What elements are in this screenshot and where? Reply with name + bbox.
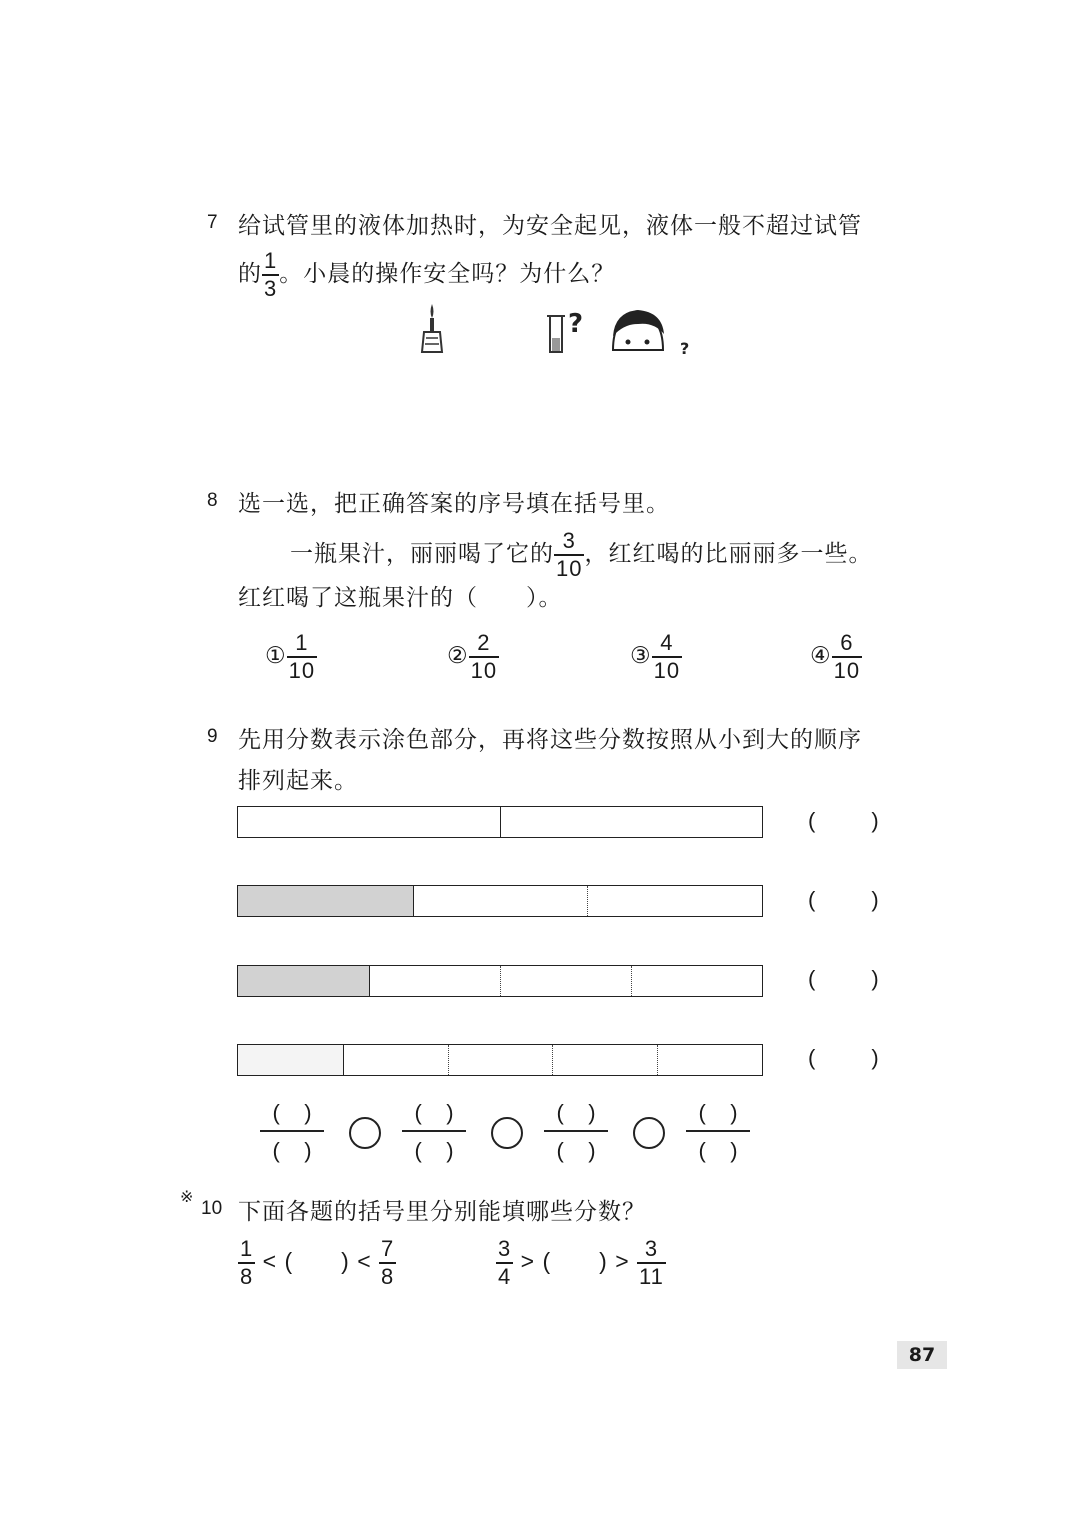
- bar-segment: [413, 886, 588, 916]
- option-num: 1: [295, 630, 309, 655]
- bar-segment: [631, 966, 762, 996]
- fraction-line: [260, 1130, 324, 1132]
- q7-number: 7: [207, 212, 218, 233]
- q10-inequality-a: [238, 1238, 396, 1288]
- q10-inequality-b: [496, 1238, 666, 1288]
- bar-segment-shaded: [238, 886, 413, 916]
- q7-illustration: [410, 298, 710, 362]
- bar-segment: [587, 886, 762, 916]
- bar-segment: [448, 1045, 553, 1075]
- fraction-bar-fifths: [237, 1044, 763, 1076]
- q8-frac-den: 10: [556, 556, 583, 581]
- q8-frac-num: 3: [562, 528, 576, 553]
- blank-num: ( ): [414, 1100, 454, 1125]
- alcohol-lamp-icon: [422, 304, 442, 352]
- q8-option-2[interactable]: [447, 632, 499, 682]
- answer-blank-1[interactable]: [808, 808, 879, 834]
- q9-number: 9: [207, 726, 218, 747]
- order-fraction-blank-3[interactable]: [544, 1100, 608, 1164]
- q7-line2: [238, 250, 615, 300]
- bar-segment: [552, 1045, 657, 1075]
- q10-number: 10: [201, 1198, 223, 1219]
- fraction-line: [544, 1130, 608, 1132]
- order-fraction-blank-1[interactable]: [260, 1100, 324, 1164]
- q10a-answer-blank[interactable]: ( ): [284, 1248, 350, 1275]
- option-mark: ③: [630, 643, 652, 669]
- paren-open: (: [808, 887, 816, 912]
- option-fraction: [287, 632, 317, 682]
- q8-title: 选一选，把正确答案的序号填在括号里。: [238, 491, 670, 517]
- option-num: 4: [660, 630, 674, 655]
- blank-num: ( ): [272, 1100, 312, 1125]
- option-num: 2: [477, 630, 491, 655]
- less-than-sign: <: [357, 1248, 372, 1275]
- option-den: 10: [653, 658, 681, 683]
- blank-den: ( ): [272, 1138, 312, 1163]
- q7-fraction: [262, 250, 279, 300]
- compare-circle-2[interactable]: [491, 1117, 523, 1149]
- paren-close: ): [871, 887, 879, 912]
- q7-frac-den: 3: [264, 276, 278, 301]
- num: 7: [381, 1236, 395, 1261]
- boy-face-icon: [613, 310, 664, 350]
- num: 3: [498, 1236, 512, 1261]
- option-den: 10: [833, 658, 861, 683]
- den: 8: [240, 1264, 254, 1289]
- den: 8: [381, 1264, 395, 1289]
- q9-line1: 先用分数表示涂色部分，再将这些分数按照从小到大的顺序: [238, 727, 862, 753]
- q7-frac-num: 1: [264, 248, 278, 273]
- q10b-left-fraction: [496, 1238, 513, 1288]
- q7-line2-pre: 的: [238, 261, 262, 287]
- greater-than-sign: >: [520, 1248, 536, 1275]
- q8-option-3[interactable]: [630, 632, 682, 682]
- option-mark: ②: [447, 643, 469, 669]
- paren-close: ): [871, 966, 879, 991]
- fraction-bar-halves: [237, 806, 763, 838]
- option-fraction: [832, 632, 862, 682]
- order-fraction-blank-4[interactable]: [686, 1100, 750, 1164]
- bar-segment-shaded: [238, 1045, 343, 1075]
- num: 3: [644, 1236, 659, 1261]
- q10a-right-fraction: [379, 1238, 396, 1288]
- q8-number: 8: [207, 490, 218, 511]
- answer-blank-2[interactable]: [808, 887, 879, 913]
- den: 4: [498, 1264, 512, 1289]
- paren-close: ): [871, 1045, 879, 1070]
- answer-blank-3[interactable]: [808, 966, 879, 992]
- fraction-bar-quarters: [237, 965, 763, 997]
- fraction-bar-thirds: [237, 885, 763, 917]
- q8-line1-pre: 一瓶果汁，丽丽喝了它的: [290, 541, 554, 567]
- blank-den: ( ): [698, 1138, 738, 1163]
- q10-star: ※: [180, 1187, 194, 1206]
- q9-line2: 排列起来。: [238, 768, 358, 794]
- answer-blank-4[interactable]: [808, 1045, 879, 1071]
- compare-circle-1[interactable]: [349, 1117, 381, 1149]
- question-mark-small-icon: ?: [680, 339, 690, 358]
- option-den: 10: [470, 658, 498, 683]
- bar-segment: [500, 807, 762, 837]
- q10a-left-fraction: [238, 1238, 255, 1288]
- blank-den: ( ): [556, 1138, 596, 1163]
- q8-line1-post: ，红红喝的比丽丽多一些。: [584, 541, 873, 567]
- q7-line1: 给试管里的液体加热时，为安全起见，液体一般不超过试管: [238, 213, 862, 239]
- bar-segment: [657, 1045, 762, 1075]
- blank-den: ( ): [414, 1138, 454, 1163]
- paren-open: (: [808, 808, 816, 833]
- q7-line2-post: 。小晨的操作安全吗？为什么？: [279, 261, 616, 287]
- num: 1: [240, 1236, 254, 1261]
- bar-segment: [343, 1045, 448, 1075]
- option-den: 10: [288, 658, 316, 683]
- paren-close: ): [871, 808, 879, 833]
- option-mark: ①: [265, 643, 287, 669]
- q10b-answer-blank[interactable]: ( ): [542, 1248, 608, 1275]
- q8-option-4[interactable]: [810, 632, 862, 682]
- compare-circle-3[interactable]: [633, 1117, 665, 1149]
- blank-num: ( ): [556, 1100, 596, 1125]
- bar-segment: [369, 966, 500, 996]
- fraction-line: [686, 1130, 750, 1132]
- option-mark: ④: [810, 643, 832, 669]
- page-number: 87: [897, 1341, 947, 1369]
- bar-segment: [500, 966, 631, 996]
- greater-than-sign: >: [615, 1248, 630, 1275]
- bar-segment-shaded: [238, 807, 500, 837]
- option-num: 6: [840, 630, 854, 655]
- q8-fraction: [554, 530, 584, 580]
- q8-line1: [290, 530, 872, 580]
- paren-open: (: [808, 1045, 816, 1070]
- q8-line2: 红红喝了这瓶果汁的（ ）。: [238, 585, 563, 611]
- question-mark-icon: ?: [568, 309, 584, 339]
- bar-segment-shaded: [238, 966, 369, 996]
- q10-title: 下面各题的括号里分别能填哪些分数？: [238, 1199, 646, 1225]
- test-tube-icon: [547, 316, 565, 352]
- fraction-line: [402, 1130, 466, 1132]
- option-fraction: [652, 632, 682, 682]
- q8-option-1[interactable]: [265, 632, 317, 682]
- paren-open: (: [808, 966, 816, 991]
- q10b-right-fraction: [637, 1238, 666, 1288]
- order-fraction-blank-2[interactable]: [402, 1100, 466, 1164]
- blank-num: ( ): [698, 1100, 738, 1125]
- den: 11: [639, 1264, 664, 1289]
- option-fraction: [469, 632, 499, 682]
- less-than-sign: <: [262, 1248, 278, 1275]
